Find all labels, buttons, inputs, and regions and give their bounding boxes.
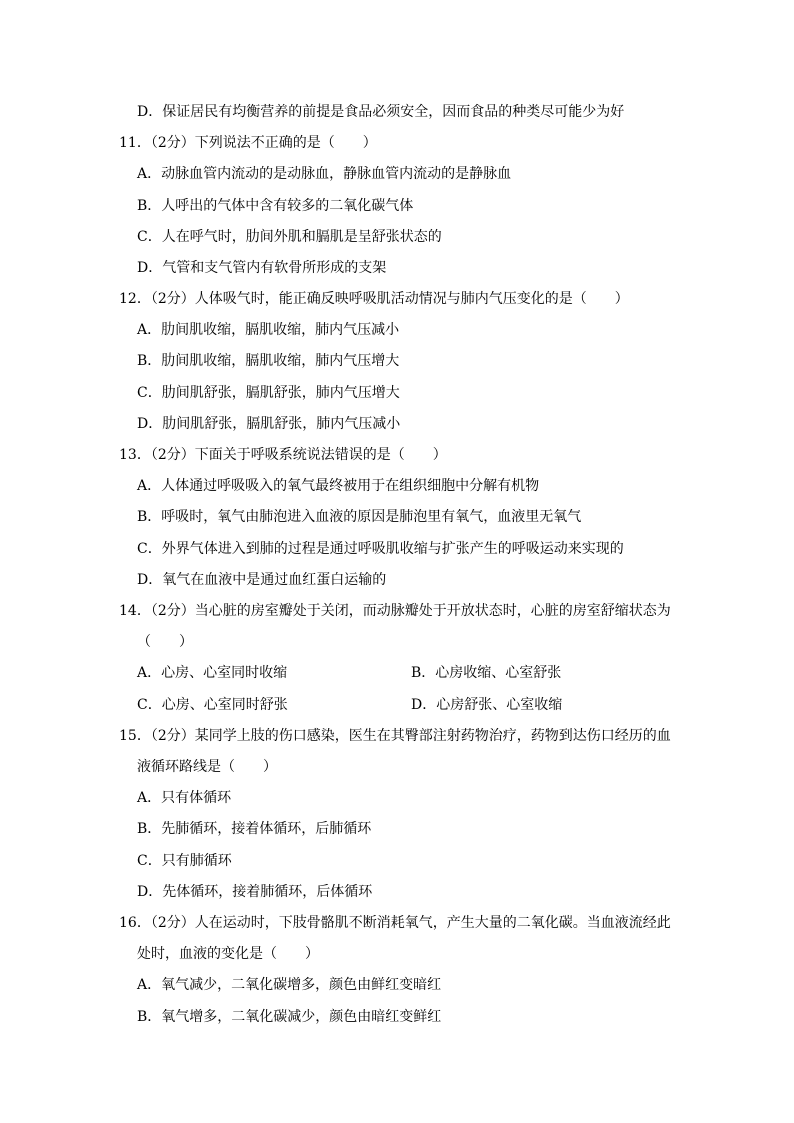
q12-option-a: A．肋间肌收缩，膈肌收缩，肺内气压减小 xyxy=(137,322,400,338)
q14-option-c: C．心房、心室同时舒张 xyxy=(137,697,288,713)
q12-option-c: C．肋间肌舒张，膈肌舒张，肺内气压增大 xyxy=(137,385,400,401)
q13-option-d: D．氧气在血液中是通过血红蛋白运输的 xyxy=(137,572,387,588)
q14-option-a: A．心房、心室同时收缩 xyxy=(137,665,288,681)
q13-stem: 13．（2分）下面关于呼吸系统说法错误的是（ ） xyxy=(119,447,447,463)
q14-option-d: D．心房舒张、心室收缩 xyxy=(411,697,563,713)
q15-option-a: A．只有体循环 xyxy=(137,790,232,806)
q13-option-b: B．呼吸时，氧气由肺泡进入血液的原因是肺泡里有氧气，血液里无氧气 xyxy=(137,509,582,525)
q15-option-c: C．只有肺循环 xyxy=(137,853,232,869)
q10-option-d: D．保证居民有均衡营养的前提是食品必须安全，因而食品的种类尽可能少为好 xyxy=(137,104,625,120)
q15-option-d: D．先体循环，接着肺循环，后体循环 xyxy=(137,884,373,900)
q16-option-a: A．氧气减少，二氧化碳增多，颜色由鲜红变暗红 xyxy=(137,977,442,993)
q13-option-a: A．人体通过呼吸吸入的氧气最终被用于在组织细胞中分解有机物 xyxy=(137,478,540,494)
q11-option-d: D．气管和支气管内有软骨所形成的支架 xyxy=(137,260,387,276)
q15-stem: 15．（2分）某同学上肢的伤口感染，医生在其臀部注射药物治疗，药物到达伤口经历的血 xyxy=(119,728,671,744)
q12-option-b: B．肋间肌收缩，膈肌收缩，肺内气压增大 xyxy=(137,353,400,369)
q11-option-a: A．动脉血管内流动的是动脉血，静脉血管内流动的是静脉血 xyxy=(137,166,512,182)
q14-stem-continuation: （ ） xyxy=(137,634,193,650)
q13-option-c: C．外界气体进入到肺的过程是通过呼吸肌收缩与扩张产生的呼吸运动来实现的 xyxy=(137,541,624,557)
q16-stem-continuation: 处时，血液的变化是（ ） xyxy=(137,946,319,962)
q15-stem-continuation: 液循环路线是（ ） xyxy=(137,759,277,775)
q14-option-b: B．心房收缩、心室舒张 xyxy=(411,665,562,681)
q12-option-d: D．肋间肌舒张，膈肌舒张，肺内气压减小 xyxy=(137,416,401,432)
q14-stem: 14．（2分）当心脏的房室瓣处于关闭，而动脉瓣处于开放状态时，心脏的房室舒缩状态为 xyxy=(119,603,671,619)
q12-stem: 12．（2分）人体吸气时，能正确反映呼吸肌活动情况与肺内气压变化的是（ ） xyxy=(119,291,629,307)
q16-stem: 16．（2分）人在运动时，下肢骨骼肌不断消耗氧气，产生大量的二氧化碳。当血液流经此 xyxy=(119,915,671,931)
q15-option-b: B．先肺循环，接着体循环，后肺循环 xyxy=(137,821,372,837)
q11-option-b: B．人呼出的气体中含有较多的二氧化碳气体 xyxy=(137,198,414,214)
q11-option-c: C．人在呼气时，肋间外肌和膈肌是呈舒张状态的 xyxy=(137,229,442,245)
q11-stem: 11．（2分）下列说法不正确的是（ ） xyxy=(119,135,377,151)
q16-option-b: B．氧气增多，二氧化碳减少，颜色由暗红变鲜红 xyxy=(137,1009,442,1025)
